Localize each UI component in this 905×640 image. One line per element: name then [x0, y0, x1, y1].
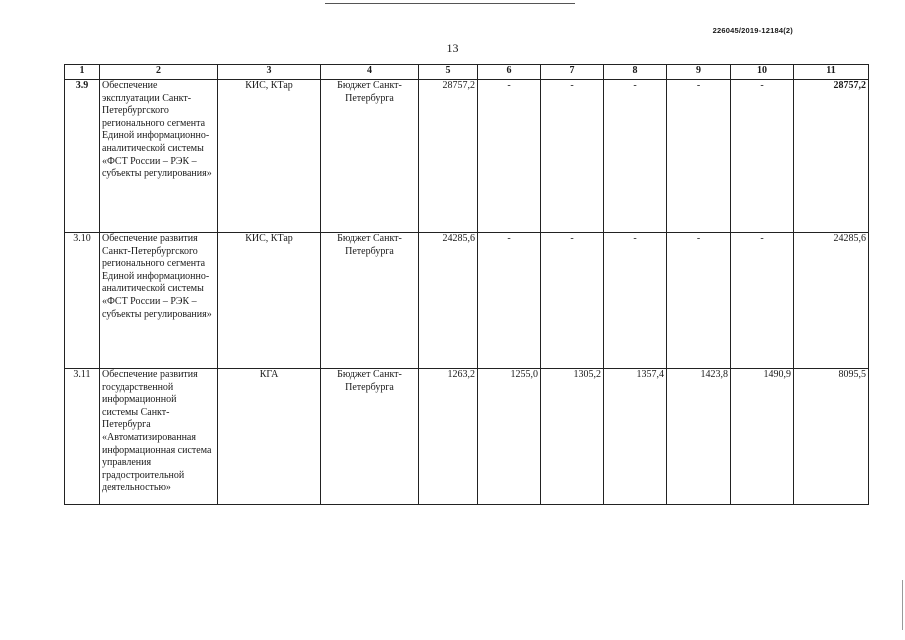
scan-edge-mark [902, 580, 903, 630]
funding-source: Бюджет Санкт-Петербурга [321, 80, 419, 233]
column-header: 7 [541, 65, 604, 80]
column-header: 5 [419, 65, 478, 80]
value-col-9: - [667, 233, 731, 369]
funding-source: Бюджет Санкт-Петербурга [321, 233, 419, 369]
column-header: 9 [667, 65, 731, 80]
table-row [65, 369, 869, 505]
value-col-5: 24285,6 [419, 233, 478, 369]
value-col-9: 1423,8 [667, 369, 731, 505]
value-col-6: - [478, 80, 541, 233]
column-header: 10 [731, 65, 794, 80]
executor: КИС, КТар [218, 233, 321, 369]
table-row [65, 233, 869, 369]
page-number: 13 [446, 41, 459, 55]
row-number: 3.11 [65, 369, 100, 505]
value-col-5: 1263,2 [419, 369, 478, 505]
budget-table [64, 64, 869, 505]
activity-name: Обеспечение развития государственной информационной системы Санкт-Петербурга «Автоматизированная информационная система управления градостроительной деятельностью» [100, 369, 218, 505]
value-col-11: 8095,5 [794, 369, 869, 505]
funding-source: Бюджет Санкт-Петербурга [321, 369, 419, 505]
executor: КГА [218, 369, 321, 505]
value-col-5: 28757,2 [419, 80, 478, 233]
value-col-6: - [478, 233, 541, 369]
executor: КИС, КТар [218, 80, 321, 233]
column-header: 8 [604, 65, 667, 80]
column-header: 4 [321, 65, 419, 80]
value-col-11: 28757,2 [794, 80, 869, 233]
value-col-7: 1305,2 [541, 369, 604, 505]
value-col-8: - [604, 80, 667, 233]
value-col-8: - [604, 233, 667, 369]
value-col-7: - [541, 80, 604, 233]
column-header: 1 [65, 65, 100, 80]
value-col-10: 1490,9 [731, 369, 794, 505]
value-col-6: 1255,0 [478, 369, 541, 505]
activity-name: Обеспечение развития Санкт-Петербургского регионального сегмента Единой информационно-аналитической системы «ФСТ России – РЭК – субъекты регулирования» [100, 233, 218, 369]
value-col-8: 1357,4 [604, 369, 667, 505]
value-col-11: 24285,6 [794, 233, 869, 369]
document-number: 226045/2019-12184(2) [712, 26, 793, 35]
column-header: 6 [478, 65, 541, 80]
row-number: 3.9 [65, 80, 100, 233]
column-header: 3 [218, 65, 321, 80]
value-col-10: - [731, 80, 794, 233]
value-col-10: - [731, 233, 794, 369]
row-number: 3.10 [65, 233, 100, 369]
column-header: 2 [100, 65, 218, 80]
activity-name: Обеспечение эксплуатации Санкт-Петербургского регионального сегмента Единой информационно-аналитической системы «ФСТ России – РЭК – субъекты регулирования» [100, 80, 218, 233]
table-header-row [65, 65, 869, 80]
column-header: 11 [794, 65, 869, 80]
value-col-7: - [541, 233, 604, 369]
table-row [65, 80, 869, 233]
value-col-9: - [667, 80, 731, 233]
scan-top-line [325, 3, 575, 4]
